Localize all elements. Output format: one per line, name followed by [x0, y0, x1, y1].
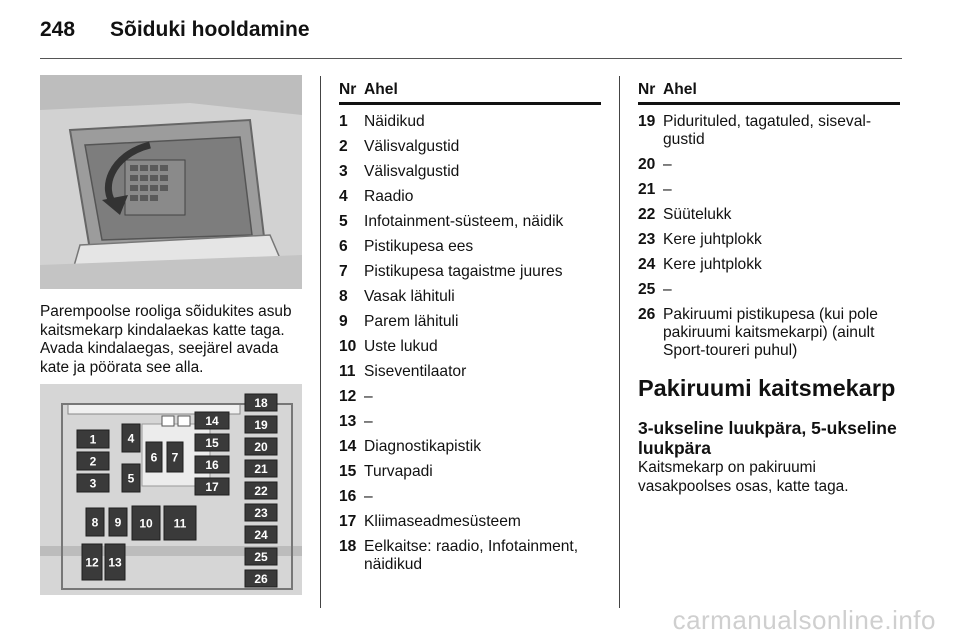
- fuse-number: 8: [339, 288, 348, 305]
- fuse-label: 26: [254, 572, 268, 586]
- table-row: [339, 463, 601, 488]
- fuse-17: [195, 478, 229, 495]
- fuse-label: 25: [254, 550, 268, 564]
- fuse-6: [146, 442, 162, 472]
- fuse-18: [245, 394, 277, 411]
- table-row: [638, 156, 900, 181]
- fuse-12: [82, 544, 102, 580]
- fuse-26: [245, 570, 277, 587]
- fuse-22: [245, 482, 277, 499]
- fuse-number: 14: [339, 438, 357, 455]
- fuse-label: 23: [254, 506, 268, 520]
- circuit-label: Eelkaitse: raadio, Infotainment, näidikud: [364, 538, 579, 573]
- fuse-number: 19: [638, 113, 656, 130]
- fuse-9: [109, 508, 127, 536]
- fuse-label: 21: [254, 462, 268, 476]
- fuse-number: 15: [339, 463, 357, 480]
- table-row: [339, 538, 601, 581]
- circuit-label: Kliimaseadmesüsteem: [364, 513, 521, 530]
- fuse-label: 13: [108, 555, 122, 570]
- circuit-label: Pidurituled, tagatuled, sisevalgustid: [663, 113, 872, 148]
- table-row: [339, 438, 601, 463]
- circuit-label: Uste lukud: [364, 338, 438, 355]
- circuit-label: Vasak lähituli: [364, 288, 455, 305]
- fuse-label: 22: [254, 484, 268, 498]
- fuse-label: 7: [171, 450, 179, 465]
- table-row: [339, 413, 601, 438]
- table-row: [638, 206, 900, 231]
- fuse-number: 25: [638, 281, 656, 298]
- fuse-4: [122, 424, 140, 452]
- fuse-number: 9: [339, 313, 348, 330]
- circuit-label: Pistikupesa tagaistme juures: [364, 263, 563, 280]
- circuit-label: Pakiruumi pistikupesa (kui pole pakiruumi kaitsmekarpi) (ainult Sport-toureri puhul): [663, 306, 878, 359]
- fuse-23: [245, 504, 277, 521]
- fuse-label: 12: [85, 555, 99, 570]
- circuit-label: Siseventilaator: [364, 363, 467, 380]
- fuse-3: [77, 474, 109, 492]
- circuit-label: Infotainment-süsteem, näidik: [364, 213, 564, 230]
- page-number: 248: [40, 18, 76, 41]
- table-row: [339, 513, 601, 538]
- column-divider-2: [619, 76, 620, 608]
- fuse-label: 5: [127, 471, 135, 486]
- fuse-label: 11: [173, 516, 187, 531]
- table-row: [638, 231, 900, 256]
- table-row: [638, 306, 900, 367]
- fuse-label: 14: [205, 414, 219, 428]
- fuse-number: 10: [339, 338, 357, 355]
- circuit-label: –: [364, 388, 373, 405]
- glovebox-drawing: [40, 75, 302, 289]
- circuit-label: –: [364, 413, 373, 430]
- fuse-number: 5: [339, 213, 348, 230]
- fuse-2: [77, 452, 109, 470]
- header-rule: [40, 58, 902, 59]
- fuse-table-1: [339, 80, 601, 581]
- fuse-number: 12: [339, 388, 357, 405]
- table-row: [638, 113, 900, 156]
- circuit-label: Pistikupesa ees: [364, 238, 474, 255]
- circuit-label: Näidikud: [364, 113, 425, 130]
- fuse-number: 2: [339, 138, 348, 155]
- fuse-table-2: [638, 80, 900, 367]
- table-row: [638, 256, 900, 281]
- watermark: carmanualsonline.info: [672, 605, 936, 635]
- table-row: [339, 313, 601, 338]
- circuit-label: Diagnostikapistik: [364, 438, 482, 455]
- fuse-box-diagram: [40, 384, 302, 595]
- caption-text: Parempoolse rooliga sõidukites asub kaitsmekarp kindalaekas katte taga. Avada kindalaegas, seejärel avada kate ja pöörata see alla.: [40, 303, 292, 376]
- fuse-13: [105, 544, 125, 580]
- header-ahel: Ahel: [663, 81, 697, 98]
- table-row: [339, 488, 601, 513]
- circuit-label: Kere juhtplokk: [663, 231, 762, 248]
- circuit-label: Turvapadi: [364, 463, 433, 480]
- fuse-number: 22: [638, 206, 656, 223]
- header-nr: Nr: [339, 81, 357, 98]
- fuse-number: 7: [339, 263, 348, 280]
- body-text: Kaitsmekarp on pakiruumi vasakpoolses osas, katte taga.: [638, 459, 849, 495]
- table-row: [638, 281, 900, 306]
- fuse-number: 20: [638, 156, 656, 173]
- fuse-15: [195, 434, 229, 451]
- fuse-16: [195, 456, 229, 473]
- fuse-11: [164, 506, 196, 540]
- table-row: [339, 363, 601, 388]
- table-row: [638, 181, 900, 206]
- fuse-label: 17: [205, 480, 219, 494]
- subheading: 3-ukseline luukpära, 5-ukseline luukpära: [638, 418, 897, 458]
- fuse-number: 6: [339, 238, 348, 255]
- fuse-box-drawing: [40, 384, 302, 595]
- table-row: [339, 238, 601, 263]
- fuse-number: 26: [638, 306, 656, 323]
- table-row: [339, 213, 601, 238]
- fuse-number: 11: [339, 363, 356, 380]
- fuse-label: 1: [89, 432, 97, 447]
- fuse-label: 2: [89, 454, 97, 469]
- fuse-number: 16: [339, 488, 357, 505]
- fuse-20: [245, 438, 277, 455]
- table-header: [638, 80, 900, 105]
- table-row: [339, 288, 601, 313]
- fuse-label: 10: [139, 516, 153, 531]
- header-ahel: Ahel: [364, 81, 398, 98]
- table-row: [339, 188, 601, 213]
- fuse-8: [86, 508, 104, 536]
- circuit-label: Kere juhtplokk: [663, 256, 762, 273]
- fuse-label: 4: [127, 431, 135, 446]
- fuse-number: 4: [339, 188, 348, 205]
- header-nr: Nr: [638, 81, 656, 98]
- fuse-19: [245, 416, 277, 433]
- fuse-label: 19: [254, 418, 268, 432]
- fuse-number: 1: [339, 113, 348, 130]
- page-title: Sõiduki hooldamine: [110, 18, 310, 41]
- fuse-number: 23: [638, 231, 656, 248]
- table-row: [339, 263, 601, 288]
- fuse-label: 9: [114, 515, 122, 530]
- table-row: [339, 388, 601, 413]
- fuse-label: 24: [254, 528, 268, 542]
- fuse-number: 21: [638, 181, 656, 198]
- column-divider-1: [320, 76, 321, 608]
- fuse-number: 13: [339, 413, 357, 430]
- table-row: [339, 163, 601, 188]
- circuit-label: –: [364, 488, 373, 505]
- fuse-number: 3: [339, 163, 348, 180]
- fuse-25: [245, 548, 277, 565]
- fuse-10: [132, 506, 160, 540]
- circuit-label: –: [663, 181, 672, 198]
- fuse-label: 6: [150, 450, 158, 465]
- glovebox-illustration: [40, 75, 302, 289]
- table-row: [339, 338, 601, 363]
- table-row: [339, 138, 601, 163]
- fuse-label: 18: [254, 396, 268, 410]
- page-header: [40, 18, 310, 42]
- fuse-24: [245, 526, 277, 543]
- circuit-label: –: [663, 156, 672, 173]
- circuit-label: Välisvalgustid: [364, 163, 460, 180]
- fuse-number: 24: [638, 256, 656, 273]
- fuse-label: 3: [89, 476, 97, 491]
- table-row: [339, 113, 601, 138]
- fuse-number: 17: [339, 513, 357, 530]
- table-header: [339, 80, 601, 105]
- fuse-1: [77, 430, 109, 448]
- fuse-number: 18: [339, 538, 357, 555]
- fuse-label: 20: [254, 440, 268, 454]
- circuit-label: Välisvalgustid: [364, 138, 460, 155]
- fuse-label: 16: [205, 458, 219, 472]
- circuit-label: Raadio: [364, 188, 414, 205]
- fuse-label: 8: [91, 515, 99, 530]
- fuse-5: [122, 464, 140, 492]
- fuse-label: 15: [205, 436, 219, 450]
- circuit-label: Süütelukk: [663, 206, 732, 223]
- fuse-7: [167, 442, 183, 472]
- section-heading: Pakiruumi kaitsmekarp: [638, 375, 896, 401]
- fuse-14: [195, 412, 229, 429]
- circuit-label: –: [663, 281, 672, 298]
- fuse-21: [245, 460, 277, 477]
- circuit-label: Parem lähituli: [364, 313, 459, 330]
